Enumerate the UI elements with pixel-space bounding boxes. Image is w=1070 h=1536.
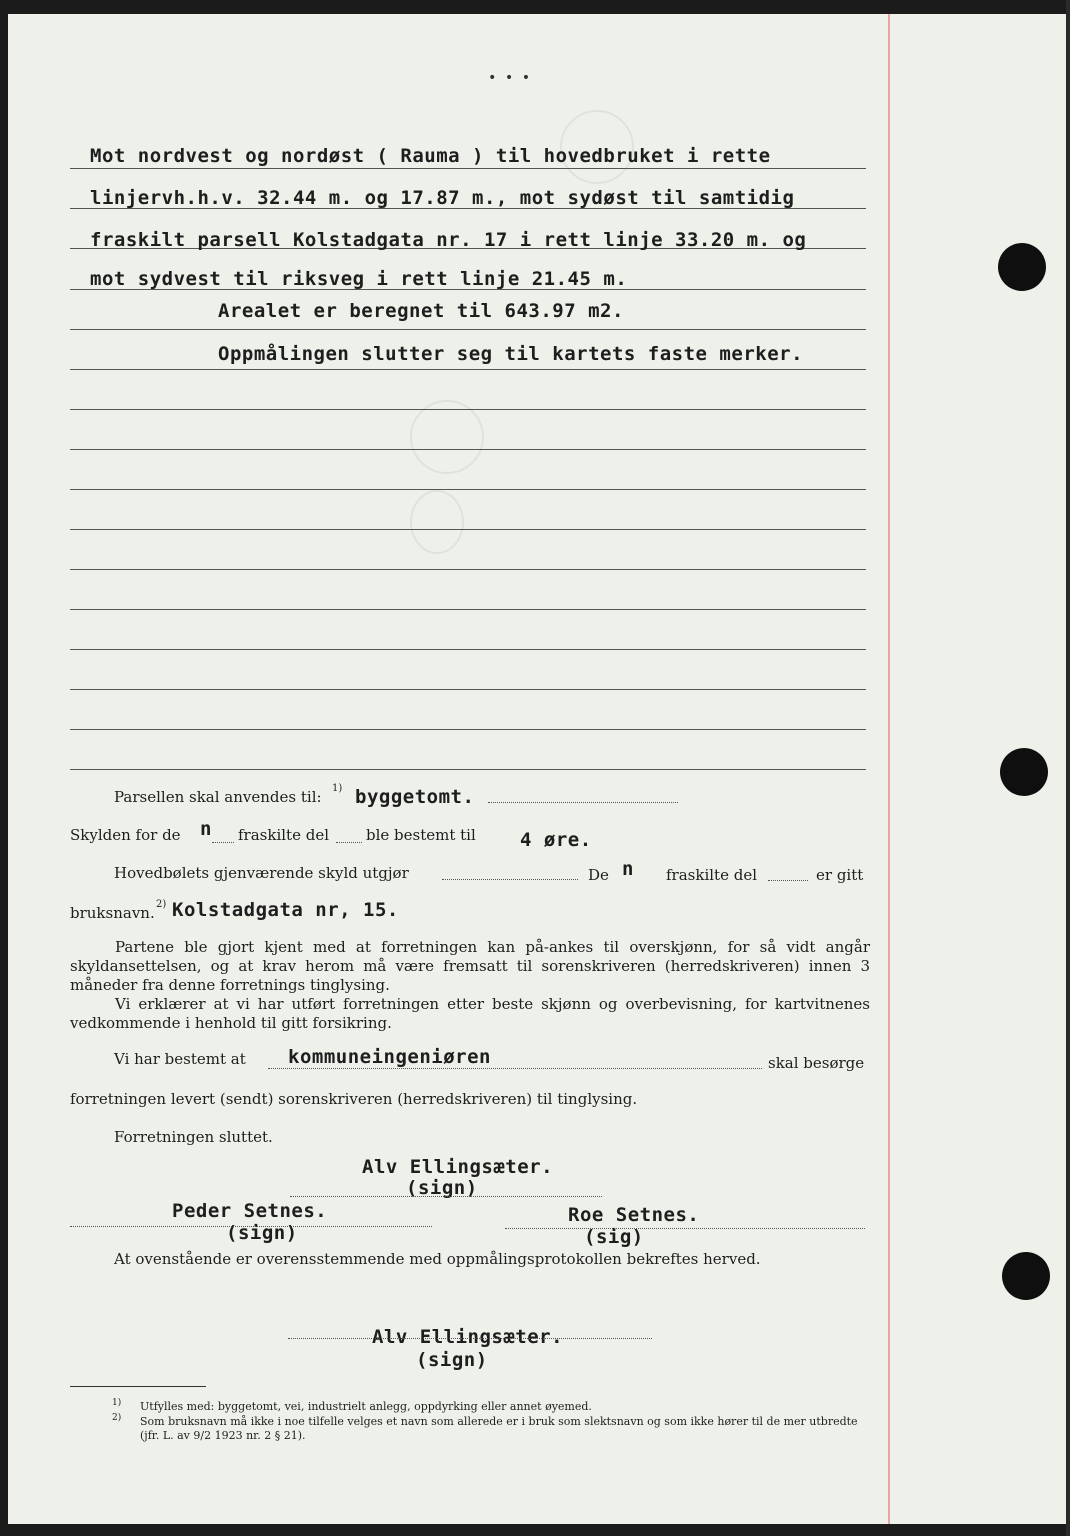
ghost-stamp-mark bbox=[410, 490, 464, 554]
typed-line-area: Arealet er beregnet til 643.97 m2. bbox=[218, 300, 624, 322]
ruled-line bbox=[70, 729, 866, 730]
signature-alv-2-sign: (sign) bbox=[416, 1349, 488, 1371]
sluttet-text: Forretningen sluttet. bbox=[114, 1128, 273, 1146]
ruled-line bbox=[70, 649, 866, 650]
dotted-fill bbox=[212, 842, 234, 843]
hovedbol-fraskilte: fraskilte del bbox=[666, 866, 757, 884]
bestemt-value: kommuneingeniøren bbox=[288, 1046, 491, 1068]
footnote-1-mark: 1) bbox=[112, 1398, 122, 1408]
signature-line bbox=[288, 1338, 652, 1339]
bruksnavn-footnote-ref: 2) bbox=[156, 899, 167, 910]
punch-hole bbox=[998, 243, 1046, 291]
skyld-suffix: n bbox=[200, 818, 212, 840]
scan-left-edge bbox=[0, 0, 8, 1536]
signature-line bbox=[505, 1228, 865, 1229]
typed-line-4: mot sydvest til riksveg i rett linje 21.45 m. bbox=[90, 268, 628, 290]
scan-bottom-edge bbox=[0, 1524, 1070, 1536]
typed-line-markers: Oppmålingen slutter seg til kartets faste merker. bbox=[218, 343, 804, 365]
levert-text: forretningen levert (sendt) sorenskriveren (herredskriveren) til tinglysing. bbox=[70, 1090, 638, 1108]
skyld-value: 4 øre. bbox=[520, 829, 592, 851]
appeal-text: Partene ble gjort kjent med at forretningen kan på-ankes til overskjønn, for så vidt angår skyldansettelsen, og at krav herom må være fremsatt til sorenskriveren (herredskriveren) innen 3 måneder fra denne forretnings tinglysing. bbox=[70, 938, 870, 994]
scan-top-edge bbox=[0, 0, 1070, 14]
use-footnote-ref: 1) bbox=[332, 783, 343, 794]
skyld-label: Skylden for de bbox=[70, 826, 181, 844]
footnote-2-mark: 2) bbox=[112, 1413, 122, 1423]
typed-line-3: fraskilt parsell Kolstadgata nr. 17 i rett linje 33.20 m. og bbox=[90, 229, 807, 251]
hovedbol-er-gitt: er gitt bbox=[816, 866, 864, 884]
certification-text: At ovenstående er overensstemmende med oppmålingsprotokollen bekreftes herved. bbox=[114, 1250, 761, 1268]
ruled-line bbox=[70, 168, 866, 169]
footnote-1: Utfylles med: byggetomt, vei, industrielt anlegg, oppdyrking eller annet øyemed. bbox=[140, 1400, 592, 1413]
ruled-line bbox=[70, 489, 866, 490]
punch-hole bbox=[1002, 1252, 1050, 1300]
footnote-2: Som bruksnavn må ikke i noe tilfelle velges et navn som allerede er i bruk som slektsnavn og som ikke hører til de mer utbredte (jfr. L. av 9/2 1923 nr. 2 § 21). bbox=[140, 1415, 858, 1442]
scan-right-edge bbox=[1066, 0, 1070, 1536]
header-marks: • • • bbox=[488, 70, 531, 86]
ruled-line bbox=[70, 569, 866, 570]
ghost-stamp-mark bbox=[410, 400, 484, 474]
bruksnavn-label: bruksnavn. bbox=[70, 904, 155, 922]
skyld-bestemt-label: ble bestemt til bbox=[366, 826, 476, 844]
skyld-fraskilte-label: fraskilte del bbox=[238, 826, 329, 844]
hovedbol-de: De bbox=[588, 866, 609, 884]
typed-line-2: linjervh.h.v. 32.44 m. og 17.87 m., mot sydøst til samtidig bbox=[90, 187, 795, 209]
dotted-fill bbox=[268, 1068, 762, 1069]
signature-roe-sign: (sig) bbox=[584, 1226, 644, 1248]
ruled-line bbox=[70, 609, 866, 610]
hovedbol-label: Hovedbølets gjenværende skyld utgjør bbox=[114, 864, 409, 882]
signature-line bbox=[70, 1226, 432, 1227]
hovedbol-suffix: n bbox=[622, 858, 634, 880]
dotted-fill bbox=[336, 842, 362, 843]
ruled-line bbox=[70, 449, 866, 450]
dotted-fill bbox=[488, 802, 678, 803]
ruled-line bbox=[70, 689, 866, 690]
punch-hole bbox=[1000, 748, 1048, 796]
signature-alv-1-sign: (sign) bbox=[406, 1177, 478, 1199]
footnote-rule bbox=[70, 1386, 206, 1387]
red-margin-line bbox=[888, 14, 890, 1524]
signature-line bbox=[290, 1196, 602, 1197]
ruled-line bbox=[70, 529, 866, 530]
typed-line-1: Mot nordvest og nordøst ( Rauma ) til hovedbruket i rette bbox=[90, 145, 771, 167]
bruksnavn-value: Kolstadgata nr, 15. bbox=[172, 899, 399, 921]
declaration-paragraph bbox=[70, 995, 870, 1033]
ruled-line bbox=[70, 769, 866, 770]
dotted-fill bbox=[768, 880, 808, 881]
dotted-fill bbox=[442, 879, 578, 880]
signature-alv-2: Alv Ellingsæter. bbox=[372, 1326, 564, 1348]
ruled-line bbox=[70, 409, 866, 410]
signature-peder: Peder Setnes. bbox=[172, 1200, 328, 1222]
signature-peder-sign: (sign) bbox=[226, 1222, 298, 1244]
declaration-text: Vi erklærer at vi har utført forretningen etter beste skjønn og overbevisning, for kartvitnenes vedkommende i henhold til gitt forsikring. bbox=[70, 995, 870, 1032]
use-value: byggetomt. bbox=[355, 786, 475, 808]
use-label: Parsellen skal anvendes til: bbox=[114, 788, 322, 806]
appeal-paragraph bbox=[70, 938, 870, 995]
signature-roe: Roe Setnes. bbox=[568, 1204, 700, 1226]
signature-alv-1: Alv Ellingsæter. bbox=[362, 1156, 554, 1178]
besorge-label: skal besørge bbox=[768, 1054, 865, 1072]
ruled-line bbox=[70, 329, 866, 330]
bestemt-label: Vi har bestemt at bbox=[114, 1050, 246, 1068]
ruled-line bbox=[70, 369, 866, 370]
